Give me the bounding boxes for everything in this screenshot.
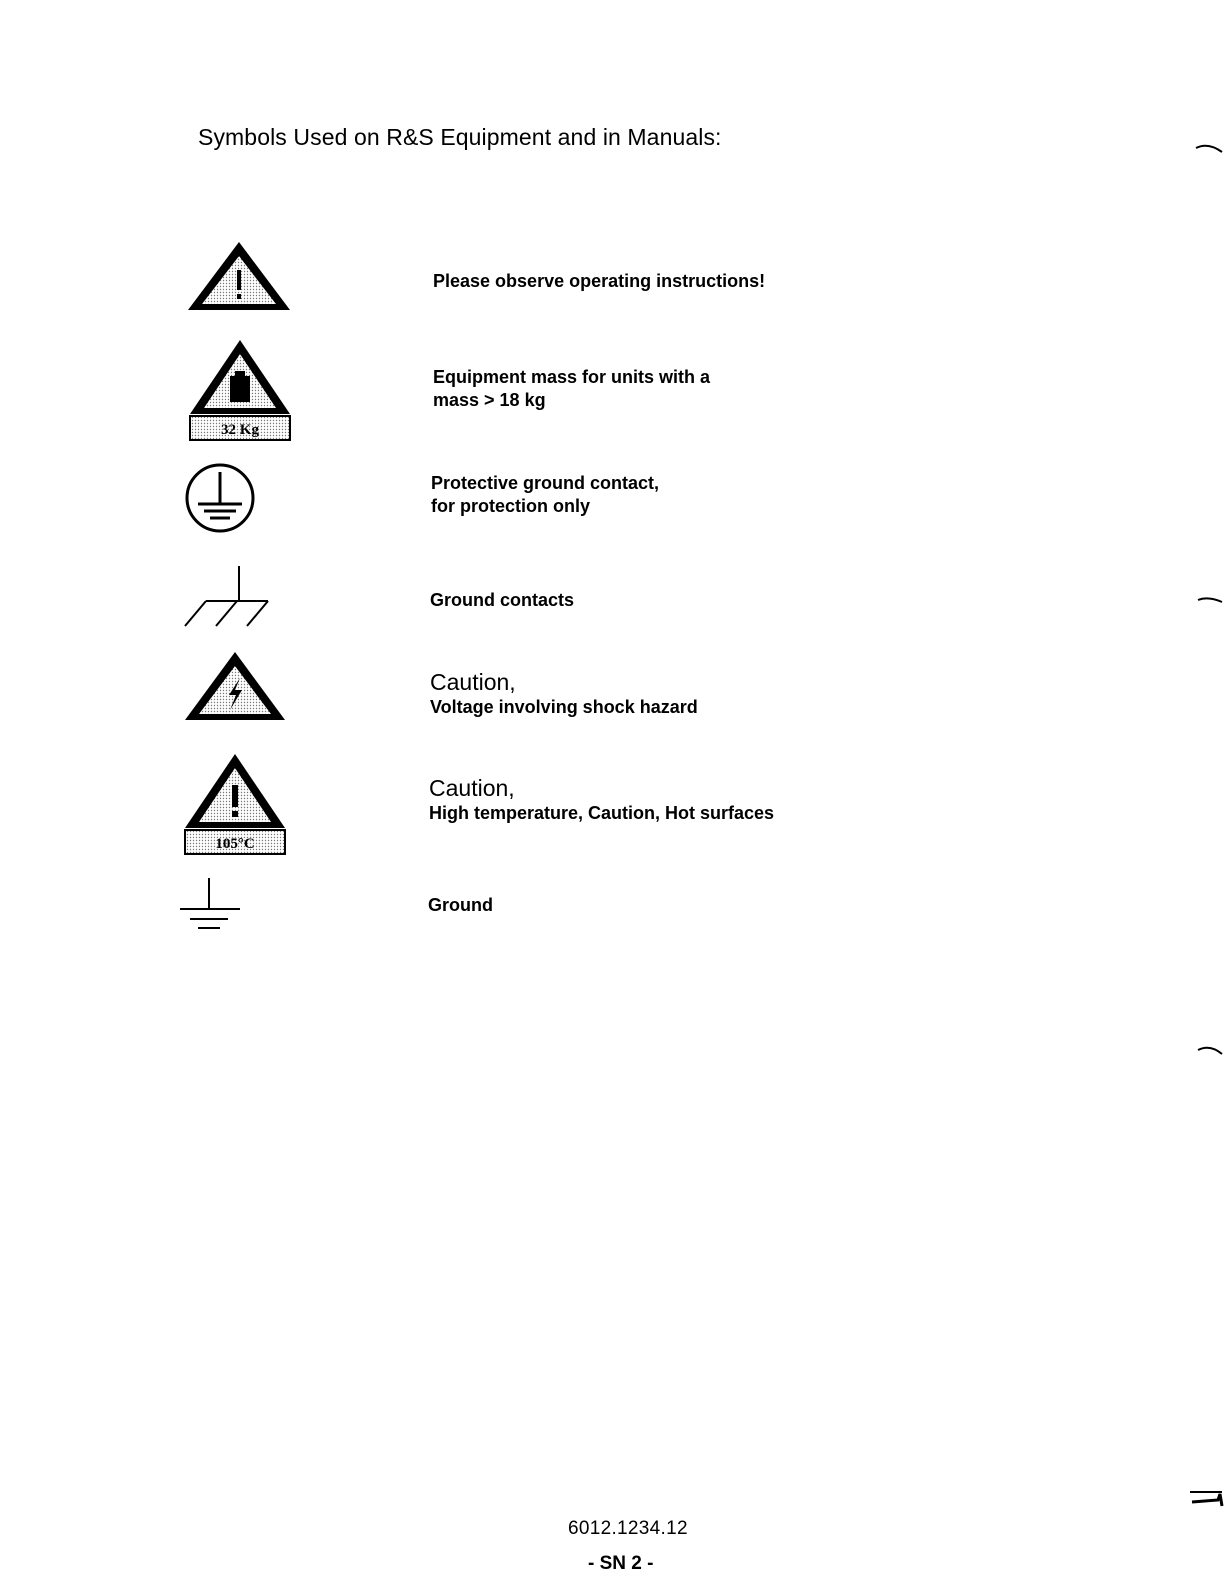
ground-icon [178, 876, 242, 932]
equipment-mass-icon [188, 338, 292, 442]
shock-hazard-icon [183, 650, 287, 722]
page-title: Symbols Used on R&S Equipment and in Manuals: [198, 124, 722, 150]
warning-triangle-icon [186, 240, 292, 312]
symbol-description [429, 774, 774, 825]
description-line: Ground contacts [430, 590, 575, 610]
scan-edge-mark [1194, 1044, 1224, 1056]
mass-badge-label: 32 Kg [221, 422, 259, 438]
symbol-description [433, 366, 710, 412]
description-line: High temperature, Caution, Hot surfaces [429, 803, 775, 823]
protective-ground-icon [184, 462, 256, 534]
scan-edge-mark [1194, 594, 1224, 606]
scan-edge-mark [1194, 142, 1224, 154]
description-line: Ground [428, 895, 493, 915]
description-line: Please observe operating instructions! [433, 271, 766, 291]
description-line: Protective ground contact, [431, 473, 660, 493]
page-number: - SN 2 - [588, 1553, 654, 1574]
symbol-description [428, 894, 493, 917]
document-code: 6012.1234.12 [568, 1518, 688, 1539]
caution-heading: Caution, [429, 775, 515, 801]
description-line: for protection only [431, 496, 590, 516]
description-line: Equipment mass for units with a [433, 367, 711, 387]
symbol-description [430, 668, 698, 719]
symbol-description [431, 472, 659, 518]
symbol-description [433, 270, 765, 293]
description-line: Voltage involving shock hazard [430, 697, 698, 717]
hot-surface-icon [183, 752, 287, 856]
temperature-badge-label: 105°C [215, 836, 255, 852]
scan-edge-mark [1188, 1486, 1224, 1510]
ground-contacts-icon [182, 564, 272, 628]
symbol-description [430, 589, 574, 612]
description-line: mass > 18 kg [433, 390, 546, 410]
caution-heading: Caution, [430, 669, 516, 695]
